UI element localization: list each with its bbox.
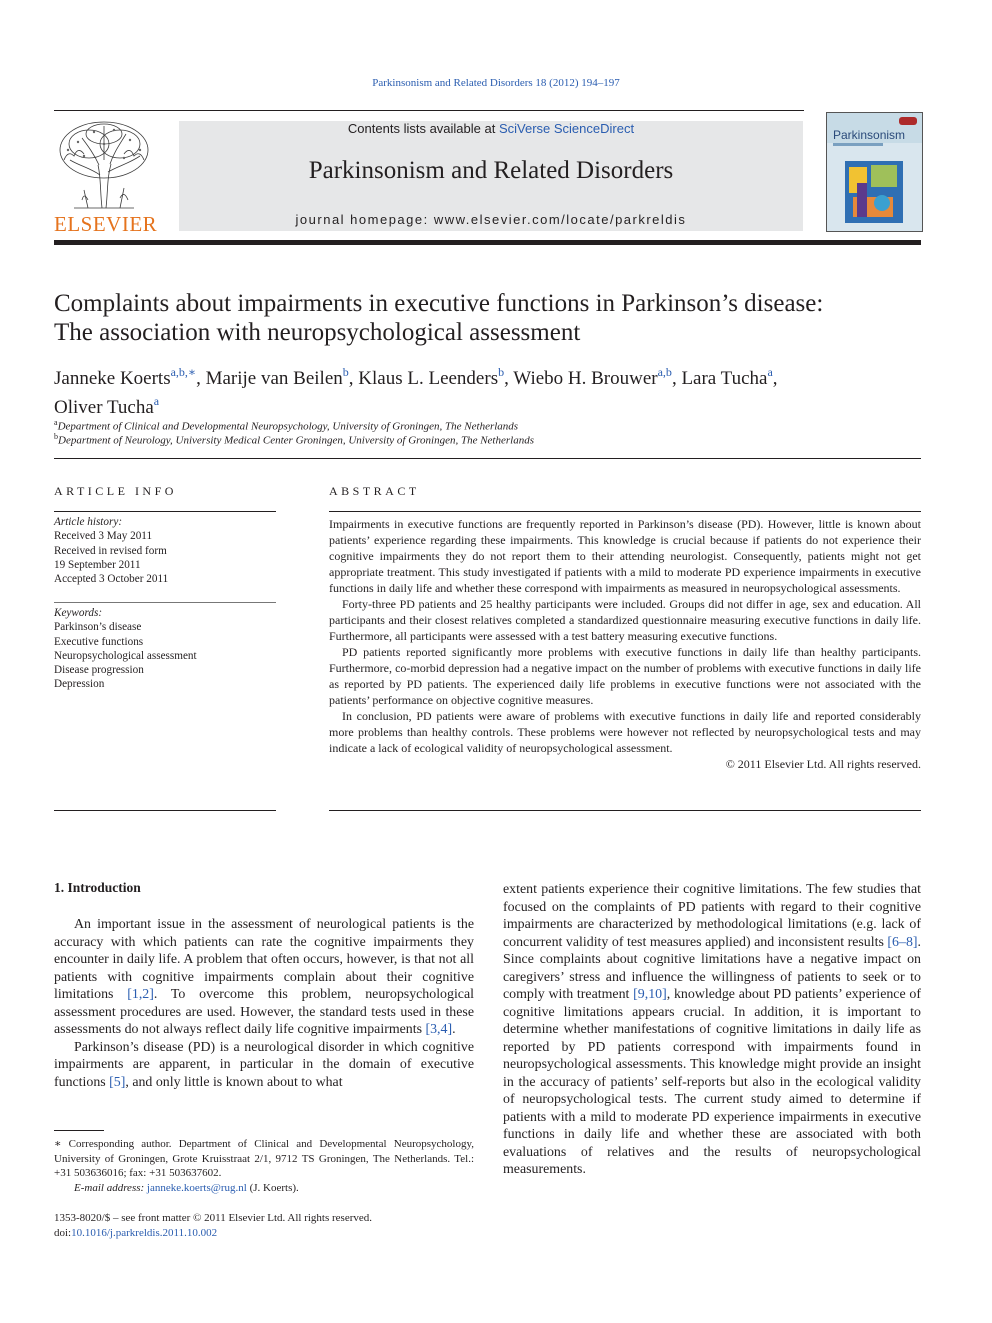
history-item: 19 September 2011 [54, 558, 141, 571]
sciencedirect-link[interactable]: SciVerse ScienceDirect [498, 121, 635, 136]
history-item: Accepted 3 October 2011 [54, 573, 169, 586]
doi-prefix: doi: [54, 1227, 72, 1239]
author-separator: , [504, 368, 514, 389]
keyword-item: Executive functions [54, 635, 144, 648]
keyword-item: Parkinson’s disease [54, 621, 142, 634]
article-title-line-2: The association with neuropsychological assessment [54, 319, 581, 346]
abstract-paragraph: PD patients reported significantly more problems with executive functions in daily life than healthy participants. Furthermore, co-morbid depression had a negative impact on the number of problems with executive functions in daily life as reported by PD patients. The experienced daily life problems in executive functions were not associated with the patients’ performance on objective cognitive measures. [329, 645, 921, 707]
intro-paragraph [503, 881, 921, 1179]
header-rule [54, 110, 804, 111]
affiliation-text: Department of Clinical and Developmental Neuropsychology, University of Groningen, The Netherlands [57, 420, 519, 433]
journal-citation[interactable]: Parkinsonism and Related Disorders 18 (2012) 194–197 [372, 77, 620, 89]
author-separator: , [772, 368, 778, 389]
article-history-label: Article history: [54, 516, 123, 528]
abstract-bottom-rule [329, 810, 921, 811]
author-separator: , [671, 368, 682, 389]
abstract-rule [329, 511, 921, 512]
corresponding-author-text: ∗ Corresponding author. Department of Clinical and Developmental Neuropsychology, University of Groningen, Grote Kruisstraat 2/1, 9712 TS Groningen, The Netherlands. Tel.: +31 503636016; fax: +31 503637602. [54, 1138, 474, 1179]
corresponding-author-footnote [54, 1137, 474, 1195]
doi-link[interactable]: 10.1016/j.parkreldis.2011.10.002 [71, 1227, 218, 1239]
citation-link[interactable]: [9,10] [633, 987, 667, 1002]
author-separator: , [348, 368, 359, 389]
email-line [54, 1181, 474, 1196]
intro-paragraph [54, 916, 474, 1039]
issn-line: 1353-8020/$ – see front matter © 2011 Elsevier Ltd. All rights reserved. [54, 1212, 373, 1224]
abstract-copyright: © 2011 Elsevier Ltd. All rights reserved. [725, 757, 921, 771]
author-affiliation-marker[interactable]: a [153, 394, 160, 408]
body-text: An important issue in the assessment of neurological patients is the accuracy with which patients can rate the cognitive impairments they encounter in daily life. A problem that often occurs, however, is that not all patients with cognitive impairments complain about their cognitive limitations [54, 917, 474, 1002]
journal-homepage[interactable]: journal homepage: www.elsevier.com/locate/parkreldis [295, 212, 687, 227]
citation-link[interactable]: [1,2] [127, 987, 154, 1002]
body-text: , knowledge about PD patients’ experience of cognitive limitations appears crucial. In addition, it is important to determine whether manifestations of cognitive limitations in daily life as reported by PD patients correspond with impairments found in neuropsychological assessments. This knowledge might provide an insight in the accuracy of patients’ self-reports but also in the ecological validity of neuropsychological tests. The current study aimed to determine if patients with a mild to moderate PD experience impairments in executive functions in daily life and whether these are associated with both evaluations of relatives and the results of neuropsychological measurements. [503, 987, 921, 1177]
body-right-column [503, 881, 921, 1179]
abstract-heading: ABSTRACT [329, 484, 420, 498]
body-text: Parkinson’s disease (PD) is a neurological disorder in which cognitive impairments are apparent, in particular in the domain of executive functions [54, 1039, 474, 1090]
affiliation-rule [54, 458, 921, 459]
abstract-paragraph: In conclusion, PD patients were aware of problems with executive functions in daily life and reported considerably more problems than healthy controls. These problems were however not reflected by neuropsychological tests and may indicate a lack of ecological validity of neuropsychological assessment. [329, 709, 921, 755]
body-text: extent patients experience their cognitive limitations. The few studies that focused on the complaints of PD patients with regard to their cognitive impairments are characterized by methodological limitations (e.g. lack of concurrent validity of test measures applied) and inconsistent results [503, 882, 921, 950]
email-label: E-mail address: [74, 1181, 147, 1194]
author-affiliation-marker[interactable]: a [767, 365, 773, 379]
author-name: Marije van Beilen [205, 368, 343, 389]
author-separator: , [196, 368, 206, 389]
body-text: . Since complaints about cognitive limitations have a negative impact on caregivers’ stress and influence the willingness of patients to seek or to comply with treatment [503, 934, 921, 1002]
affiliation-marker: b [54, 432, 58, 441]
body-left-column [54, 916, 474, 1091]
keywords-label: Keywords: [54, 607, 103, 619]
author-name: Lara Tucha [681, 368, 768, 389]
author-affiliation-marker[interactable]: a,b,∗ [170, 365, 197, 379]
keywords-rule [54, 602, 276, 603]
introduction-heading: 1. Introduction [54, 880, 141, 895]
article-info-heading: ARTICLE INFO [54, 484, 177, 498]
journal-title: Parkinsonism and Related Disorders [308, 157, 674, 184]
history-item: Received in revised form [54, 544, 167, 557]
doi-line [54, 1226, 494, 1241]
contents-line [179, 121, 803, 136]
cover-title-text: Parkinsonism [833, 128, 906, 142]
front-matter [54, 1211, 494, 1241]
citation-link[interactable]: [6–8] [887, 934, 918, 950]
keyword-item: Neuropsychological assessment [54, 649, 197, 662]
affiliation-b [54, 430, 934, 448]
contents-prefix: Contents lists available at [347, 121, 499, 136]
intro-paragraph [54, 1039, 474, 1092]
article-info-rule [54, 511, 276, 512]
body-text: , and only little is known about to what [125, 1074, 343, 1090]
author-affiliation-marker[interactable]: a,b [657, 365, 672, 379]
header-thick-rule [54, 240, 921, 245]
keywords-block [54, 606, 276, 692]
history-item: Received 3 May 2011 [54, 530, 153, 543]
elsevier-wordmark: ELSEVIER [54, 212, 158, 236]
citation-link[interactable]: [5] [109, 1074, 126, 1090]
author-affiliation-marker[interactable]: b [342, 365, 349, 379]
author-affiliation-marker[interactable]: b [498, 365, 505, 379]
affiliation-text: Department of Neurology, University Medical Center Groningen, University of Groningen, The Netherlands [58, 434, 534, 447]
body-text: . To overcome this problem, neuropsychological assessment procedures are used. However, the standard tests used in these assessments do not always reflect daily life cognitive impairments [54, 987, 474, 1037]
footnote-rule [54, 1130, 104, 1131]
email-suffix: (J. Koerts). [246, 1181, 299, 1194]
author-name: Wiebo H. Brouwer [513, 368, 658, 389]
abstract-paragraph: Forty-three PD patients and 25 healthy participants were included. Groups did not differ in age, sex and education. All participants and their closest relatives completed a standardized questionnaire measuring executive functions in daily life. Furthermore, all participants were assessed with a test battery measuring executive functions. [329, 597, 921, 643]
keyword-item: Depression [54, 678, 105, 691]
author-name: Oliver Tucha [54, 397, 154, 418]
citation-link[interactable]: [3,4] [425, 1022, 453, 1037]
affiliation-marker: a [54, 418, 58, 427]
keyword-item: Disease progression [54, 664, 144, 677]
article-info-bottom-rule [54, 810, 276, 811]
author-name: Janneke Koerts [54, 368, 171, 389]
author-list [54, 361, 934, 419]
article-title-line-1: Complaints about impairments in executive functions in Parkinson’s disease: [54, 290, 824, 317]
author-name: Klaus L. Leenders [358, 368, 499, 389]
body-text: . [452, 1022, 456, 1037]
abstract-paragraph: Impairments in executive functions are frequently reported in Parkinson’s disease (PD). However, little is known about patients’ experience regarding these impairments. This knowledge is crucial because if patients do not experience their cognitive impairments they do not report them to their attending neurologist. Consequently, patients might not get appropriate treatment. This study investigated if patients with a mild to moderate PD experience impairments in executive functions in daily life and whether these correspond with impairments as measured in neuropsychological assessments. [329, 517, 921, 595]
abstract-body [329, 516, 921, 772]
article-title [54, 289, 934, 347]
journal-cover-image [826, 112, 923, 232]
email-link[interactable]: janneke.koerts@rug.nl [146, 1181, 247, 1194]
article-history [54, 515, 276, 586]
